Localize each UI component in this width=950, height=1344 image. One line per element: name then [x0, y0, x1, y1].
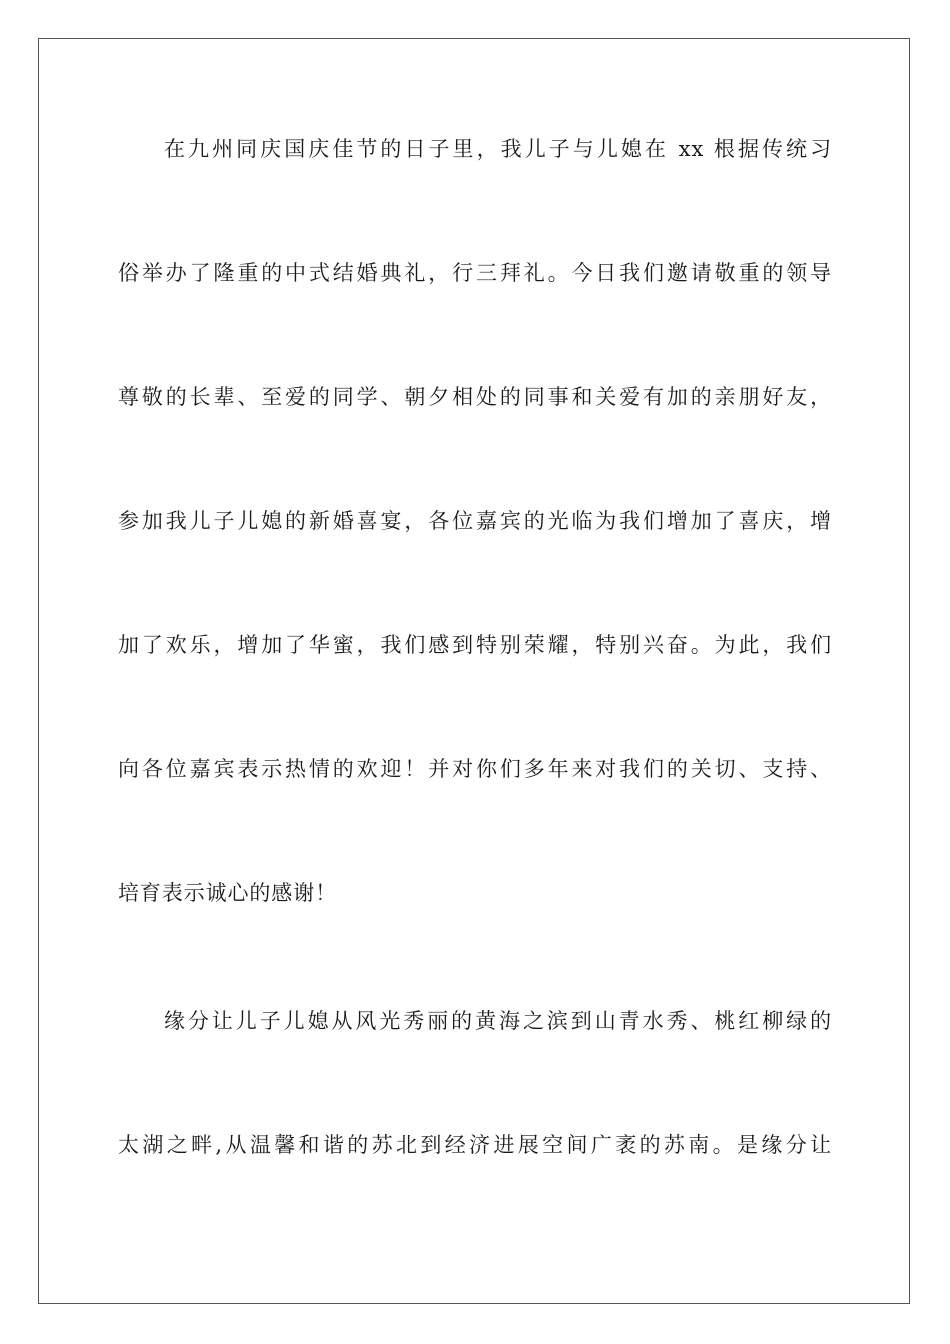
paragraph-1-line-6: 向各位嘉宾表示热情的欢迎！并对你们多年来对我们的关切、支持、 — [118, 757, 832, 781]
paragraph-2-line-1: 缘分让儿子儿媳从风光秀丽的黄海之滨到山青水秀、桃红柳绿的 — [164, 1009, 832, 1033]
paragraph-1-line-4: 参加我儿子儿媳的新婚喜宴，各位嘉宾的光临为我们增加了喜庆，增 — [118, 509, 832, 533]
paragraph-1-line-7: 培育表示诚心的感谢！ — [118, 881, 337, 905]
page-border — [38, 38, 910, 1304]
paragraph-1-line-1: 在九州同庆国庆佳节的日子里，我儿子与儿媳在 xx 根据传统习 — [164, 137, 832, 161]
paragraph-2-line-2: 太湖之畔,从温馨和谐的苏北到经济进展空间广袤的苏南。是缘分让 — [118, 1133, 832, 1157]
paragraph-1-line-3: 尊敬的长辈、至爱的同学、朝夕相处的同事和关爱有加的亲朋好友， — [118, 385, 832, 409]
paragraph-1-line-2: 俗举办了隆重的中式结婚典礼，行三拜礼。今日我们邀请敬重的领导 — [118, 261, 832, 285]
paragraph-1-line-5: 加了欢乐，增加了华蜜，我们感到特别荣耀，特别兴奋。为此，我们 — [118, 633, 832, 657]
